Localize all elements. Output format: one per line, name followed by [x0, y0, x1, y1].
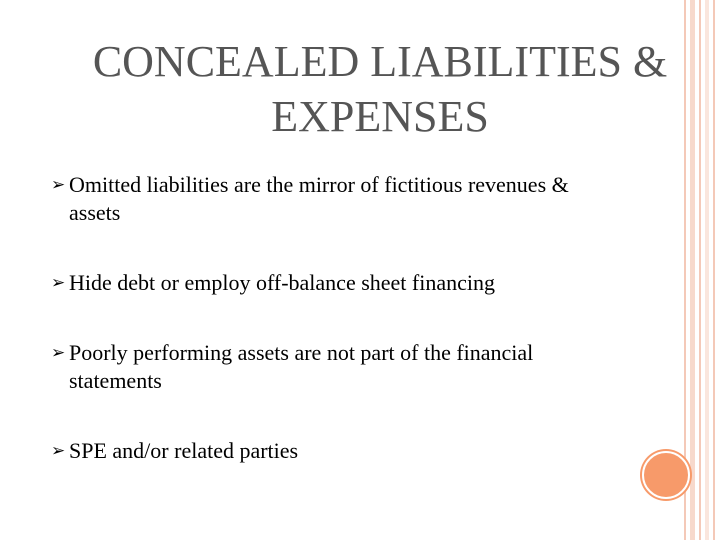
- decor-circle-icon: [642, 451, 690, 499]
- bullet-text-line: statements: [69, 368, 162, 393]
- slide-title-line-1: CONCEALED LIABILITIES &: [92, 37, 668, 86]
- bullet-text: [69, 269, 495, 297]
- arrow-bullet-icon: ➢: [51, 175, 66, 195]
- bullet-item: [51, 339, 631, 395]
- bullet-text-line: Poorly performing assets are not part of the financial: [69, 340, 534, 365]
- bullet-item: [51, 437, 631, 465]
- bullet-text: [69, 437, 298, 465]
- arrow-bullet-icon: ➢: [51, 441, 66, 461]
- bullet-text: [69, 339, 533, 395]
- bullet-item: [51, 171, 631, 227]
- arrow-bullet-icon: ➢: [51, 343, 66, 363]
- bullet-text-line: Hide debt or employ off-balance sheet financing: [69, 270, 495, 295]
- bullet-text-line: assets: [69, 200, 121, 225]
- bullet-text-line: Omitted liabilities are the mirror of fictitious revenues &: [69, 172, 569, 197]
- slide-title: [30, 34, 720, 144]
- slide-title-line-2: EXPENSES: [271, 92, 489, 141]
- bullet-text: [69, 171, 569, 227]
- arrow-bullet-icon: ➢: [51, 273, 66, 293]
- bullet-item: [51, 269, 631, 297]
- bullet-text-line: SPE and/or related parties: [69, 438, 299, 463]
